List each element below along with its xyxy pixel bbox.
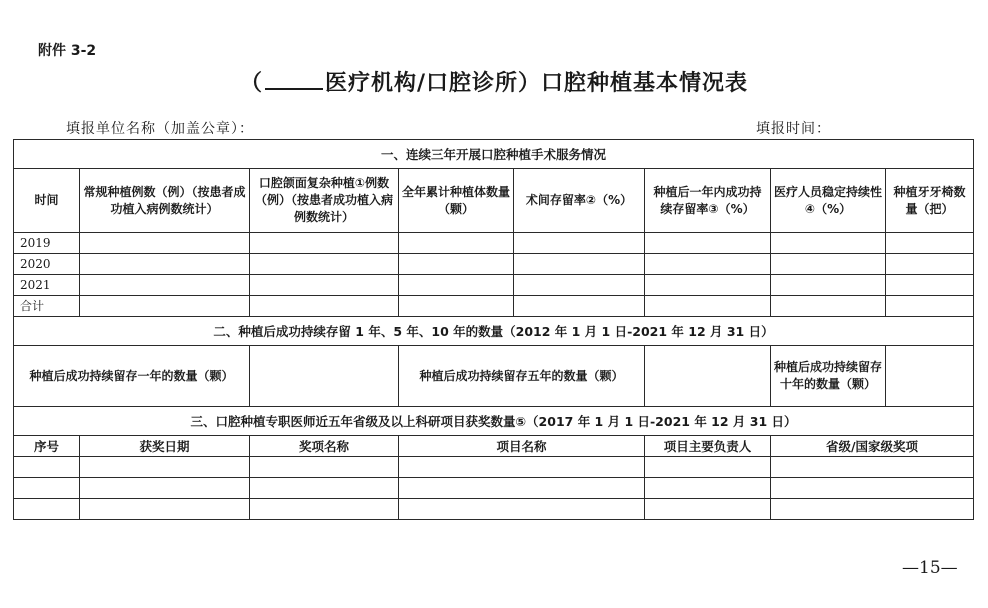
input-cell[interactable]	[250, 499, 399, 520]
input-cell[interactable]	[886, 233, 974, 254]
retention-5yr-label: 种植后成功持续留存五年的数量（颗）	[399, 346, 645, 407]
input-cell[interactable]	[886, 296, 974, 317]
table-row	[14, 478, 974, 499]
retention-10yr-input[interactable]	[886, 346, 974, 407]
retention-1yr-label: 种植后成功持续留存一年的数量（颗）	[14, 346, 250, 407]
input-cell[interactable]	[250, 296, 399, 317]
table-row	[14, 457, 974, 478]
section3-heading: 三、口腔种植专职医师近五年省级及以上科研项目获奖数量⑤（2017 年 1 月 1 日-2021 年 12 月 31 日）	[14, 407, 974, 436]
input-cell[interactable]	[771, 457, 974, 478]
title-text: 医疗机构/口腔诊所）口腔种植基本情况表	[324, 71, 749, 96]
section2-heading: 二、种植后成功持续存留 1 年、5 年、10 年的数量（2012 年 1 月 1 日-2021 年 12 月 31 日）	[14, 317, 974, 346]
header-award-date: 获奖日期	[80, 436, 250, 457]
input-cell[interactable]	[514, 254, 645, 275]
input-cell[interactable]	[250, 275, 399, 296]
table-row	[14, 275, 974, 296]
input-cell[interactable]	[514, 296, 645, 317]
input-cell[interactable]	[886, 275, 974, 296]
section1-header-row	[14, 169, 974, 233]
page-title	[0, 66, 988, 97]
reporting-unit-label: 填报单位名称（加盖公章）：	[66, 121, 254, 137]
input-cell[interactable]	[399, 233, 514, 254]
input-cell[interactable]	[80, 457, 250, 478]
input-cell[interactable]	[399, 478, 645, 499]
input-cell[interactable]	[80, 499, 250, 520]
year-cell: 2019	[14, 233, 80, 254]
header-award-name: 奖项名称	[250, 436, 399, 457]
retention-5yr-input[interactable]	[645, 346, 771, 407]
input-cell[interactable]	[514, 233, 645, 254]
implant-info-table	[13, 139, 974, 520]
retention-1yr-input[interactable]	[250, 346, 399, 407]
input-cell[interactable]	[14, 457, 80, 478]
section1-heading: 一、连续三年开展口腔种植手术服务情况	[14, 140, 974, 169]
section2-heading-row	[14, 317, 974, 346]
input-cell[interactable]	[399, 499, 645, 520]
input-cell[interactable]	[399, 275, 514, 296]
section1-heading-row	[14, 140, 974, 169]
header-staff-stability: 医疗人员稳定持续性④（%）	[771, 169, 886, 233]
reporting-time-label: 填报时间：	[756, 121, 831, 137]
retention-10yr-label: 种植后成功持续留存十年的数量（颗）	[771, 346, 886, 407]
header-award-level: 省级/国家级奖项	[771, 436, 974, 457]
input-cell[interactable]	[80, 275, 250, 296]
header-project-name: 项目名称	[399, 436, 645, 457]
input-cell[interactable]	[80, 233, 250, 254]
input-cell[interactable]	[250, 457, 399, 478]
input-cell[interactable]	[645, 457, 771, 478]
input-cell[interactable]	[645, 275, 771, 296]
input-cell[interactable]	[80, 296, 250, 317]
header-serial-number: 序号	[14, 436, 80, 457]
input-cell[interactable]	[399, 296, 514, 317]
input-cell[interactable]	[771, 275, 886, 296]
section3-header-row	[14, 436, 974, 457]
input-cell[interactable]	[771, 296, 886, 317]
input-cell[interactable]	[645, 254, 771, 275]
header-intraoperative-retention: 术间存留率②（%）	[514, 169, 645, 233]
input-cell[interactable]	[645, 296, 771, 317]
header-dental-chairs: 种植牙牙椅数量（把）	[886, 169, 974, 233]
header-complex-implant-cases: 口腔颌面复杂种植①例数（例）（按患者成功植入病例数统计）	[250, 169, 399, 233]
input-cell[interactable]	[399, 457, 645, 478]
input-cell[interactable]	[645, 499, 771, 520]
table-row	[14, 499, 974, 520]
title-open-paren: （	[239, 71, 263, 96]
table-row	[14, 296, 974, 317]
input-cell[interactable]	[771, 233, 886, 254]
attachment-label: 附件 3-2	[38, 43, 97, 59]
table-row	[14, 233, 974, 254]
input-cell[interactable]	[645, 478, 771, 499]
title-blank-line	[265, 70, 323, 90]
input-cell[interactable]	[80, 478, 250, 499]
input-cell[interactable]	[250, 233, 399, 254]
page-number: —15—	[902, 558, 958, 578]
input-cell[interactable]	[14, 478, 80, 499]
header-regular-implant-cases: 常规种植例数（例）（按患者成功植入病例数统计）	[80, 169, 250, 233]
input-cell[interactable]	[250, 254, 399, 275]
header-annual-implant-count: 全年累计种植体数量（颗）	[399, 169, 514, 233]
section3-heading-row	[14, 407, 974, 436]
input-cell[interactable]	[771, 478, 974, 499]
year-cell: 2020	[14, 254, 80, 275]
input-cell[interactable]	[886, 254, 974, 275]
input-cell[interactable]	[80, 254, 250, 275]
header-one-year-retention: 种植后一年内成功持续存留率③（%）	[645, 169, 771, 233]
input-cell[interactable]	[399, 254, 514, 275]
input-cell[interactable]	[771, 499, 974, 520]
input-cell[interactable]	[14, 499, 80, 520]
header-project-leader: 项目主要负责人	[645, 436, 771, 457]
input-cell[interactable]	[645, 233, 771, 254]
input-cell[interactable]	[771, 254, 886, 275]
total-cell: 合计	[14, 296, 80, 317]
input-cell[interactable]	[250, 478, 399, 499]
year-cell: 2021	[14, 275, 80, 296]
table-row	[14, 254, 974, 275]
header-time: 时间	[14, 169, 80, 233]
section2-row	[14, 346, 974, 407]
input-cell[interactable]	[514, 275, 645, 296]
